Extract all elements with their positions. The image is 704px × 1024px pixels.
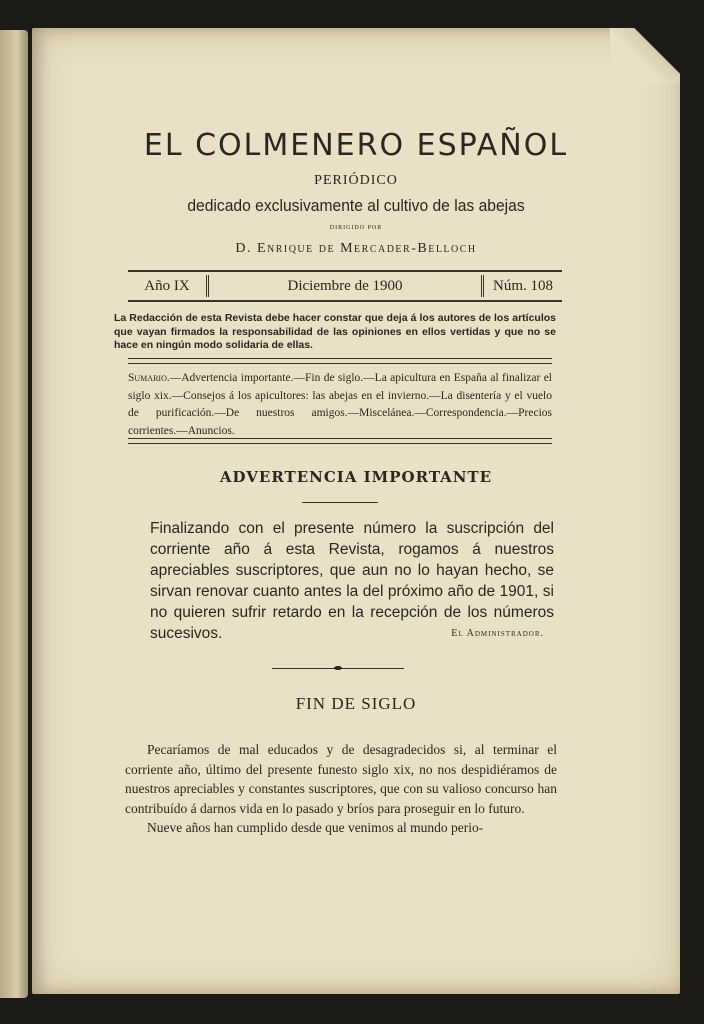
summary-label: Sumario. xyxy=(128,372,170,384)
directed-by-label: DIRIGIDO POR xyxy=(329,225,383,231)
advertencia-rule xyxy=(302,502,378,503)
masthead-tagline: dedicado exclusivamente al cultivo de las abejas xyxy=(187,196,525,215)
issue-date: Diciembre de 1900 xyxy=(209,275,484,297)
advertencia-heading: ADVERTENCIA IMPORTANTE xyxy=(219,468,493,486)
masthead-kind: PERIÓDICO xyxy=(314,173,398,188)
paragraph: Nueve años han cumplido desde que venimos al mundo perio- xyxy=(147,820,484,835)
page-corner-fold xyxy=(610,28,680,83)
divider-top xyxy=(128,358,552,364)
summary-text: —Advertencia importante.—Fin de siglo.—La apicultura en España al finalizar el siglo xix.—Consejos á los apicultores: las abejas en el invierno.—La disentería y el vuelo de purificación.—De nuestros amigos.—Miscelánea.—Correspondencia.—Precios corrientes.—Anuncios. xyxy=(128,372,552,437)
masthead-title: EL COLMENERO ESPAÑOL xyxy=(143,128,569,163)
fin-de-siglo-heading: FIN DE SIGLO xyxy=(295,694,417,713)
facing-page-edge xyxy=(0,30,28,998)
journal-page xyxy=(32,28,680,994)
divider-bottom xyxy=(128,438,552,444)
fin-de-siglo-body xyxy=(125,740,557,838)
issue-number: Núm. 108 xyxy=(493,278,553,294)
advertencia-body: Finalizando con el presente número la suscripción del corriente año á esta Revista, rogamos á nuestros apreciables suscriptores, que aun no lo hayan hecho, se sirvan renovar cuanto antes la del próximo año de 1901, si no quieren sufrir retardo en la recepción de los números sucesivos. xyxy=(150,520,554,642)
director-name: D. Enrique de Mercader-Belloch xyxy=(235,241,477,256)
issue-info-bar xyxy=(128,270,562,302)
issue-year: Año IX xyxy=(128,275,209,297)
section-ornament xyxy=(272,666,404,672)
paragraph: Pecaríamos de mal educados y de desagradecidos si, al terminar el corriente año, último del presente funesto siglo xix, no nos despidiéramos de nuestros apreciables y constantes suscriptores, que con su valioso concurso han contribuído á darnos vida en lo pasado y bríos para proseguir en lo futuro. xyxy=(125,742,557,816)
advertencia-signature: El Administrador. xyxy=(451,628,544,639)
editorial-notice: La Redacción de esta Revista debe hacer constar que deja á los autores de los artículos que vayan firmados la responsabilidad de las opiniones en ellos vertidas y que no se hace en ningún modo solidaria de ellas. xyxy=(114,312,556,351)
summary xyxy=(128,370,552,440)
